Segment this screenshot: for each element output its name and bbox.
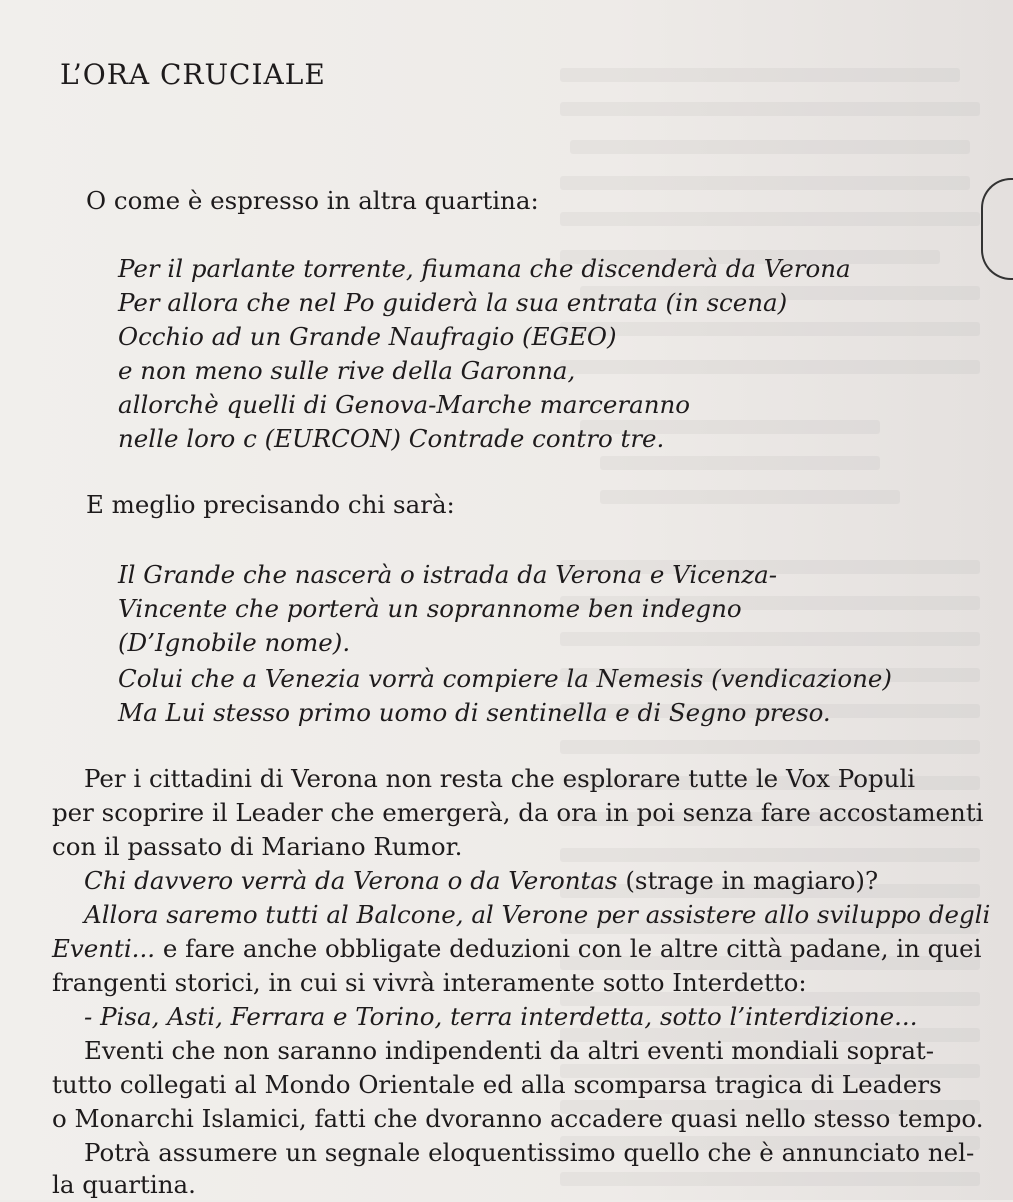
question-italic: Chi davvero verrà da Verona o da Verontas: [84, 866, 618, 895]
quatrain2-line: (D’Ignobile nome).: [118, 628, 351, 657]
balcone-line: [52, 932, 981, 966]
paragraph-line: con il passato di Mariano Rumor.: [52, 832, 463, 861]
quatrain2-line: Il Grande che nascerà o istrada da Verona e Vicenza-: [118, 560, 778, 589]
quatrain1-line: Per allora che nel Po guiderà la sua entrata (in scena): [118, 288, 788, 317]
paragraph-line: la quartina.: [52, 1170, 196, 1199]
chapter-title: L’ORA CRUCIALE: [60, 58, 326, 91]
question-line: [84, 864, 878, 898]
balcone-line: frangenti storici, in cui si vivrà interamente sotto Interdetto:: [52, 968, 807, 997]
quatrain2-line: Colui che a Venezia vorrà compiere la Nemesis (vendicazione): [118, 664, 892, 693]
quatrain1-line: Per il parlante torrente, fiumana che discenderà da Verona: [118, 254, 851, 283]
quatrain2-line: Ma Lui stesso primo uomo di sentinella e di Segno preso.: [118, 698, 831, 727]
question-roman: (strage in magiaro)?: [625, 866, 879, 895]
paragraph-line: per scoprire il Leader che emergerà, da ora in poi senza fare accostamenti: [52, 798, 984, 827]
quatrain1-line: nelle loro c (EURCON) Contrade contro tre.: [118, 424, 665, 453]
margin-pen-mark-icon: [981, 178, 1013, 280]
intro-line: O come è espresso in altra quartina:: [86, 186, 539, 215]
quatrain1-line: Occhio ad un Grande Naufragio (EGEO): [118, 322, 617, 351]
quatrain1-line: e non meno sulle rive della Garonna,: [118, 356, 576, 385]
eventi-italic: Eventi...: [52, 934, 156, 963]
paragraph-line: tutto collegati al Mondo Orientale ed alla scomparsa tragica di Leaders: [52, 1070, 942, 1099]
quatrain1-line: allorchè quelli di Genova-Marche marceranno: [118, 390, 691, 419]
paragraph-line: Potrà assumere un segnale eloquentissimo quello che è annunciato nel-: [84, 1138, 975, 1167]
paragraph-line: o Monarchi Islamici, fatti che dvoranno accadere quasi nello stesso tempo.: [52, 1104, 984, 1133]
quatrain2-line: Vincente che porterà un soprannome ben indegno: [118, 594, 742, 623]
paragraph-line: Eventi che non saranno indipendenti da altri eventi mondiali soprat-: [84, 1036, 935, 1065]
cities-line: - Pisa, Asti, Ferrara e Torino, terra interdetta, sotto l’interdizione...: [84, 1002, 918, 1031]
balcone-roman: e fare anche obbligate deduzioni con le altre città padane, in quei: [162, 934, 982, 963]
paragraph-line: Per i cittadini di Verona non resta che esplorare tutte le Vox Populi: [84, 764, 916, 793]
balcone-line: Allora saremo tutti al Balcone, al Verone per assistere allo sviluppo degli: [84, 900, 991, 929]
precisando-line: E meglio precisando chi sarà:: [86, 490, 455, 519]
